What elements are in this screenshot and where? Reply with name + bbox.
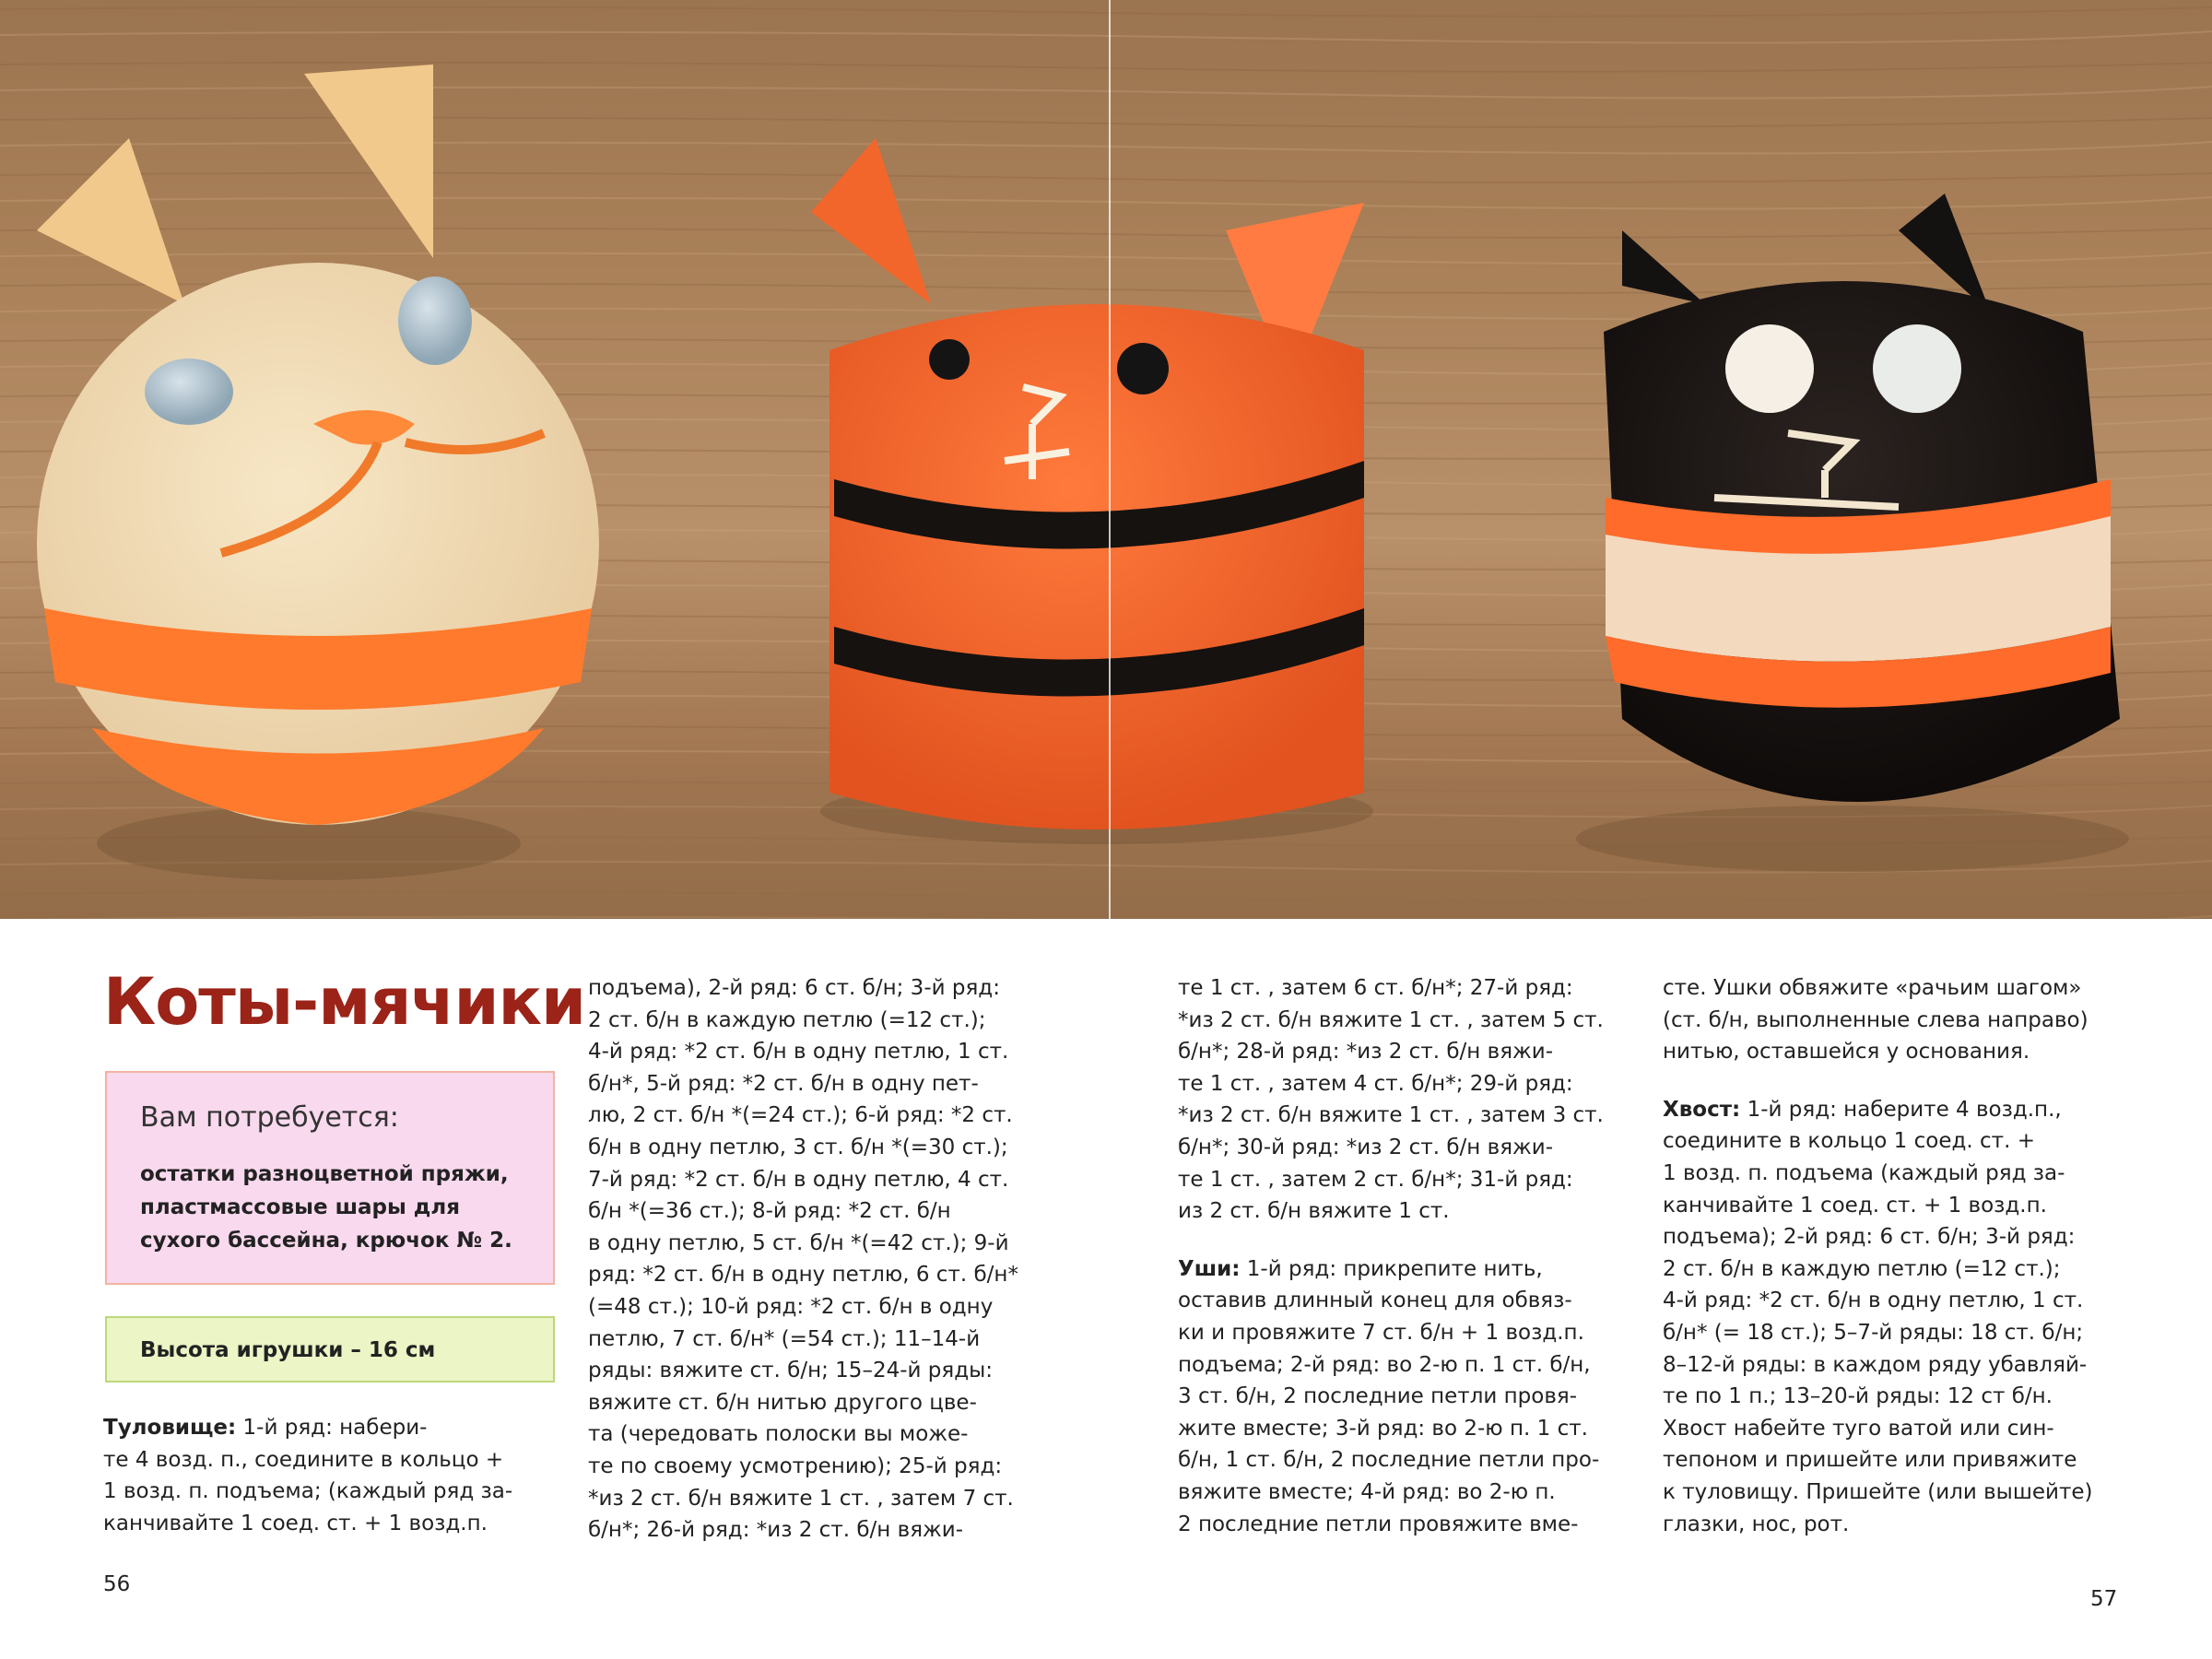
text-line: те 1 ст. , затем 4 ст. б/н*; 29-й ряд:	[1178, 1071, 1573, 1096]
materials-heading: Вам потребуется:	[140, 1101, 399, 1134]
text-line: подъема; 2-й ряд: во 2-ю п. 1 ст. б/н,	[1178, 1352, 1591, 1377]
text-line: б/н *(=36 ст.); 8-й ряд: *2 ст. б/н	[588, 1199, 951, 1224]
text-line: вяжите вместе; 4-й ряд: во 2-ю п.	[1178, 1479, 1556, 1504]
text-column-3	[1178, 972, 1620, 1540]
materials-box	[105, 1071, 555, 1285]
text-line: 2 ст. б/н в каждую петлю (=12 ст.);	[1663, 1256, 2061, 1281]
text-line: *из 2 ст. б/н вяжите 1 ст. , затем 7 ст.	[588, 1486, 1014, 1511]
text-line: те 1 ст. , затем 2 ст. б/н*; 31-й ряд:	[1178, 1167, 1573, 1192]
text-line: *из 2 ст. б/н вяжите 1 ст. , затем 5 ст.	[1178, 1007, 1604, 1032]
materials-line: пластмассовые шары для	[140, 1195, 460, 1219]
page-number-right: 57	[2090, 1587, 2118, 1611]
page-gutter	[1109, 0, 1111, 919]
text-line: глазки, нос, рот.	[1663, 1512, 1850, 1536]
text-line: из 2 ст. б/н вяжите 1 ст.	[1178, 1199, 1450, 1224]
text-line: ряды: вяжите ст. б/н; 15–24-й ряды:	[588, 1359, 994, 1383]
text-line: подъема), 2-й ряд: 6 ст. б/н; 3-й ряд:	[588, 976, 1000, 1000]
text-column-1	[103, 1412, 536, 1539]
text-line: б/н*; 28-й ряд: *из 2 ст. б/н вяжи-	[1178, 1040, 1553, 1065]
text-line: 2 последние петли провяжите вме-	[1178, 1512, 1579, 1536]
body-heading: Туловище:	[103, 1416, 237, 1440]
text-line: те 1 ст. , затем 6 ст. б/н*; 27-й ряд:	[1178, 976, 1573, 1000]
text-line: соедините в кольцо 1 соед. ст. +	[1663, 1129, 2035, 1154]
text-line: 3 ст. б/н, 2 последние петли провя-	[1178, 1384, 1578, 1409]
materials-line: сухого бассейна, крючок № 2.	[140, 1229, 512, 1253]
text-line: б/н*, 5-й ряд: *2 ст. б/н в одну пет-	[588, 1071, 979, 1096]
page-number-left: 56	[103, 1572, 131, 1596]
text-line: 4-й ряд: *2 ст. б/н в одну петлю, 1 ст.	[1663, 1288, 2084, 1313]
text-line: 4-й ряд: *2 ст. б/н в одну петлю, 1 ст.	[588, 1040, 1009, 1065]
text-line: сте. Ушки обвяжите «рачьим шагом»	[1663, 976, 2082, 1000]
text-column-4	[1663, 972, 2096, 1540]
text-line: канчивайте 1 соед. ст. + 1 возд.п.	[103, 1511, 488, 1535]
materials-list	[140, 1158, 520, 1257]
text-line: б/н*; 26-й ряд: *из 2 ст. б/н вяжи-	[588, 1518, 963, 1543]
text-line: оставив длинный конец для обвяз-	[1178, 1288, 1572, 1313]
text-line: 2 ст. б/н в каждую петлю (=12 ст.);	[588, 1007, 986, 1032]
text-line: Хвост набейте туго ватой или син-	[1663, 1416, 2054, 1441]
tail-heading: Хвост:	[1663, 1097, 1741, 1122]
text-line: те 4 возд. п., соедините в кольцо +	[103, 1447, 504, 1472]
text-line: *из 2 ст. б/н вяжите 1 ст. , затем 3 ст.	[1178, 1103, 1604, 1128]
text-line: 1 возд. п. подъема; (каждый ряд за-	[103, 1479, 513, 1504]
text-column-2	[588, 972, 1021, 1547]
text-line: те по 1 п.; 13–20-й ряды: 12 ст б/н.	[1663, 1384, 2053, 1409]
text-line: подъема); 2-й ряд: 6 ст. б/н; 3-й ряд:	[1663, 1225, 2076, 1250]
text-line: (ст. б/н, выполненные слева направо)	[1663, 1007, 2088, 1032]
text-line: нитью, оставшейся у основания.	[1663, 1040, 2030, 1065]
text-line: б/н*; 30-й ряд: *из 2 ст. б/н вяжи-	[1178, 1135, 1553, 1159]
page-title: Коты-мячики	[103, 964, 586, 1040]
text-line: Туловище: 1-й ряд: набери-	[103, 1416, 428, 1440]
text-line: б/н в одну петлю, 3 ст. б/н *(=30 ст.);	[588, 1135, 1008, 1159]
text-line: лю, 2 ст. б/н *(=24 ст.); 6-й ряд: *2 ст.	[588, 1103, 1013, 1128]
text-line: Хвост: 1-й ряд: наберите 4 возд.п.,	[1663, 1097, 2062, 1122]
materials-line: остатки разноцветной пряжи,	[140, 1162, 509, 1186]
text-line: те по своему усмотрению); 25-й ряд:	[588, 1453, 1003, 1478]
text-line: та (чередовать полоски вы може-	[588, 1422, 969, 1447]
text-line: ки и провяжите 7 ст. б/н + 1 возд.п.	[1178, 1320, 1584, 1345]
text-line: петлю, 7 ст. б/н* (=54 ст.); 11–14-й	[588, 1326, 981, 1351]
ears-heading: Уши:	[1178, 1256, 1241, 1281]
text-line: тепоном и пришейте или привяжите	[1663, 1448, 2077, 1473]
toy-height-note: Высота игрушки – 16 см	[105, 1316, 555, 1382]
text-line: в одну петлю, 5 ст. б/н *(=42 ст.); 9-й	[588, 1230, 1009, 1255]
text-line: Уши: 1-й ряд: прикрепите нить,	[1178, 1256, 1543, 1281]
text-line: б/н, 1 ст. б/н, 2 последние петли про-	[1178, 1448, 1600, 1473]
text-line: канчивайте 1 соед. ст. + 1 возд.п.	[1663, 1193, 2047, 1218]
text-line: к туловищу. Пришейте (или вышейте)	[1663, 1479, 2093, 1504]
text-line: (=48 ст.); 10-й ряд: *2 ст. б/н в одну	[588, 1294, 994, 1319]
text-line: б/н* (= 18 ст.); 5–7-й ряды: 18 ст. б/н;	[1663, 1320, 2084, 1345]
text-line: вяжите ст. б/н нитью другого цве-	[588, 1390, 977, 1415]
text-line: 7-й ряд: *2 ст. б/н в одну петлю, 4 ст.	[588, 1167, 1009, 1192]
text-line: 1 возд. п. подъема (каждый ряд за-	[1663, 1160, 2065, 1185]
text-line: 8–12-й ряды: в каждом ряду убавляй-	[1663, 1352, 2088, 1377]
text-line: жите вместе; 3-й ряд: во 2-ю п. 1 ст.	[1178, 1416, 1588, 1441]
text-line: ряд: *2 ст. б/н в одну петлю, 6 ст. б/н*	[588, 1263, 1018, 1288]
